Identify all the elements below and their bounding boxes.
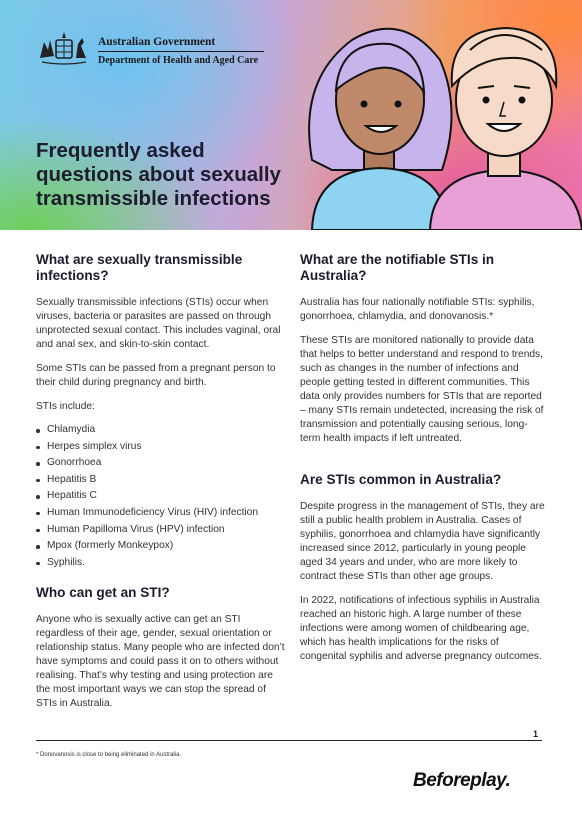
paragraph: Some STIs can be passed from a pregnant person to their child during pregnancy and birth. xyxy=(36,363,276,388)
hero-banner xyxy=(0,0,582,230)
coat-of-arms-icon xyxy=(34,28,94,68)
paragraph: These STIs are monitored nationally to provide data that helps to better understand and respond to trends, such as changes in the number of infections and people getting tested in different communities. This data only provides numbers for STIs that are reported – many STIs remain undetected, increasing the risk of transmission and potentially causing serious, long-term health impacts if left untreated. xyxy=(300,335,544,444)
department-name: Department of Health and Aged Care xyxy=(98,55,259,66)
right-column xyxy=(300,252,546,674)
logo-divider xyxy=(98,51,264,52)
footer-divider xyxy=(36,740,542,741)
list-item: Human Papilloma Virus (HPV) infection xyxy=(36,522,286,539)
left-column xyxy=(36,252,286,721)
list-item: Gonorrhoea xyxy=(36,455,286,472)
illustration-two-people xyxy=(292,0,582,230)
section-heading-are-stis-common: Are STIs common in Australia? xyxy=(300,472,502,487)
list-item: Human Immunodeficiency Virus (HIV) infection xyxy=(36,505,286,522)
list-item: Hepatitis B xyxy=(36,472,286,489)
list-item: Mpox (formerly Monkeypox) xyxy=(36,538,286,555)
government-name: Australian Government xyxy=(98,36,216,48)
paragraph: Despite progress in the management of STIs, they are still a public health problem in Australia. Cases of syphilis, gonorrhoea and chlamydia have significantly increased since 2012, particularly in young people aged 34 years and under, who are more likely to contract these STIs than other age groups. xyxy=(300,501,545,582)
list-item: Chlamydia xyxy=(36,422,286,439)
brand-logo: Beforeplay. xyxy=(413,770,511,791)
paragraph: Australia has four nationally notifiable STIs: syphilis, gonorrhoea, chlamydia, and donovanosis.* xyxy=(300,297,535,322)
list-item: Herpes simplex virus xyxy=(36,439,286,456)
paragraph: STIs include: xyxy=(36,401,95,412)
page-title: Frequently asked questions about sexually transmissible infections xyxy=(36,139,281,210)
paragraph: Anyone who is sexually active can get an STI regardless of their age, gender, sexual orientation or relationship status. Many people who are infected don’t have symptoms and could pass it on to others without realising. That’s why testing and using protection are the most important ways we can stop the spread of STIs in Australia. xyxy=(36,614,285,710)
paragraph: Sexually transmissible infections (STIs) occur when viruses, bacteria or parasites are passed on through unprotected sexual contact. This includes vaginal, oral and anal sex, and skin-to-skin contact. xyxy=(36,297,281,350)
sti-list xyxy=(36,422,286,571)
man-illustration xyxy=(430,28,582,230)
section-heading-notifiable-stis: What are the notifiable STIs in Australia? xyxy=(300,252,495,283)
section-heading-what-are-stis: What are sexually transmissible infections? xyxy=(36,252,243,283)
page-number: 1 xyxy=(533,729,539,739)
section-heading-who-can-get: Who can get an STI? xyxy=(36,585,170,601)
woman-illustration xyxy=(309,29,451,230)
paragraph: In 2022, notifications of infectious syphilis in Australia reached an historic high. A large number of these infections were among women of childbearing age, which has health implications for the risks of congenital syphilis and adverse pregnancy outcomes. xyxy=(300,595,542,662)
list-item: Syphilis. xyxy=(36,555,286,572)
government-logo xyxy=(34,28,264,68)
footnote: * Donovanosis is close to being eliminated in Australia. xyxy=(36,752,182,758)
list-item: Hepatitis C xyxy=(36,488,286,505)
